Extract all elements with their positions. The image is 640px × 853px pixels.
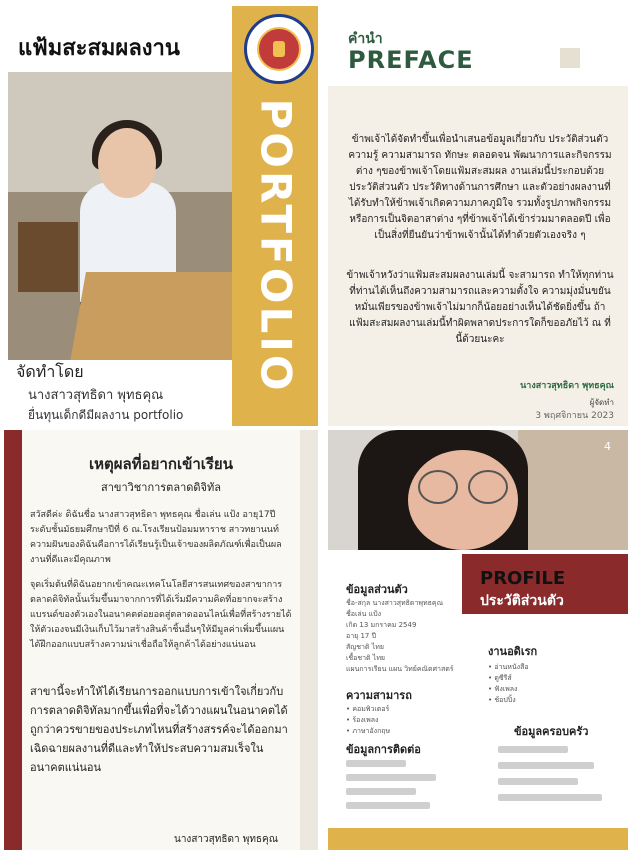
university-logo [244, 14, 314, 84]
hobby-item: • ดูซีรีส์ [488, 673, 529, 684]
contact-heading: ข้อมูลการติดต่อ [346, 743, 421, 756]
preface-date: 3 พฤศจิกายน 2023 [535, 411, 614, 421]
reasons-paragraph-2: จุดเริ่มต้นที่ดิฉันอยากเข้าคณะเทคโนโลยีสารสนเทศของสาขาการตลาดดิจิทัลนั้นเริ่มขึ้นมาจากการที่ได้เริ่มมีความคิดที่อยากจะสร้างแบรนด์ของตัวเองในอนาคตต่อยอดสู่ตลาดออนไลน์เพื่อที่สร้างรายได้ให้ตัวเองจนมีเงินเก็บไว้มาสร้างสินค้าชิ้นอื่นๆให้มีมูลค่าเพิ่มขึ้นแผนได้ฝึกออกแบบสร้างความน่าเชื่อถือให้ลูกค้าได้อย่างแน่นอน [30, 580, 292, 650]
skill-item: • ร้องเพลง [346, 715, 390, 726]
profile-title-th: ประวัติส่วนตัว [480, 593, 564, 609]
family-redacted-line [498, 762, 594, 769]
personal-line: เกิด 13 มกราคม 2549 [346, 621, 417, 629]
family-redacted-line [498, 778, 578, 785]
photo-chair [18, 222, 78, 292]
cover-title-box [4, 6, 230, 68]
reasons-signature: นางสาวสุทธิดา พุทธคุณ [173, 834, 278, 845]
family-redacted-line [498, 746, 568, 753]
portfolio-word: PORTFOLIO [251, 98, 301, 394]
family-redacted-line [498, 794, 602, 801]
cover-page [4, 6, 318, 426]
author-name: นางสาวสุทธิดา พุทธคุณ [28, 388, 164, 403]
reasons-paragraph-1: สวัสดีค่ะ ดิฉันชื่อ นางสาวสุทธิดา พุทธคุณ ชื่อเล่น แป้ง อายุ17ปี ระดับชั้นมัธยมศึกษาปีที่ 6 ณ.โรงเรียนป้อมมหาราช สาวทยานนท์ ความฝันของดิฉันคือการได้เรียนรู้เป็นเจ้าของผลิตภัณฑ์เพื่อเป็นผลงานที่ดีและมีคุณภาพ [30, 510, 282, 565]
contact-redacted-line [346, 788, 416, 795]
contact-redacted-line [346, 760, 406, 767]
profile-photo [328, 430, 628, 550]
cover-title: แฟ้มสะสมผลงาน [18, 36, 180, 61]
personal-info-heading: ข้อมูลส่วนตัว [346, 583, 408, 596]
preface-page [328, 6, 628, 426]
personal-line: แผนการเรียน แผน วิทย์คณิตศาสตร์ [346, 665, 454, 673]
family-heading: ข้อมูลครอบครัว [514, 725, 589, 738]
reasons-program: สาขาวิชาการตลาดดิจิทัล [101, 481, 221, 494]
glasses-left-icon [418, 470, 458, 504]
glasses-right-icon [468, 470, 508, 504]
photo-window [518, 430, 628, 550]
profile-page [328, 430, 628, 850]
hobby-heading: งานอดิเรก [488, 645, 538, 658]
preface-signature: นางสาวสุทธิดา พุทธคุณ [520, 381, 614, 391]
cover-photo [8, 72, 232, 360]
hobby-item: • ช้อปปิ้ง [488, 695, 529, 706]
cover-vertical-label [251, 96, 301, 396]
profile-title-en: PROFILE [480, 568, 566, 589]
skills-heading: ความสามารถ [346, 689, 412, 702]
logo-emblem [257, 27, 301, 71]
hobby-item: • อ่านหนังสือ [488, 662, 529, 673]
preface-heading-en: PREFACE [348, 46, 474, 74]
skills-list [346, 704, 390, 737]
preface-heading-th: คำนำ [348, 31, 383, 47]
personal-line: สัญชาติ ไทย [346, 643, 384, 651]
personal-line: อายุ 17 ปี [346, 632, 377, 640]
personal-line: เชื้อชาติ ไทย [346, 654, 386, 662]
contact-redacted-line [346, 802, 430, 809]
preface-paragraph-2: ข้าพเจ้าหวังว่าแฟ้มสะสมผลงานเล่มนี้ จะสามารถ ทำให้ทุกท่านที่ท่านได้เห็นถึงความสามารถและความตั้งใจ ความมุ่งมั่นขยันหมั่นเพียรของข้าพเจ้าไม่มากก็น้อยอย่างเห็นได้ชัดยิ่งขึ้น ถ้าแฟ้มสะสมผลงานเล่มนี้ทำผิดพลาดประการใดก็ขออภัยไว้ ณ ที่นี้ด้วยนะคะ [346, 270, 614, 345]
contact-redacted-line [346, 774, 436, 781]
personal-line: ชื่อเล่น แป้ง [346, 610, 382, 618]
skill-item: • คอมพิวเตอร์ [346, 704, 390, 715]
reasons-page-edge [300, 430, 318, 850]
profile-footer-bar [328, 828, 628, 850]
photo-desk [70, 272, 232, 360]
preface-role: ผู้จัดทำ [589, 398, 614, 407]
reasons-accent-stripe [4, 430, 22, 850]
reasons-heading: เหตุผลที่อยากเข้าเรียน [89, 455, 233, 473]
photo-person-face [98, 128, 156, 198]
made-by-label: จัดทำโดย [16, 362, 84, 381]
photo-number: 4 [604, 440, 611, 453]
hobby-item: • ฟังเพลง [488, 684, 529, 695]
personal-info-list [346, 598, 466, 675]
decorative-square [560, 48, 580, 68]
logo-crest-icon [273, 41, 285, 57]
skill-item: • ภาษาอังกฤษ [346, 726, 390, 737]
reasons-page [4, 430, 318, 850]
reasons-paragraph-3: สาขานี้จะทำให้ได้เรียนการออกแบบการเข้าใจเกี่ยวกับการตลาดดิจิทัลมากขึ้นเพื่อที่จะได้วางแผนในอนาคตได้ถูกว่าควรขายของประเภทไหนที่สร้างสรรค์จะได้ออกมาเฉิดฉายผลงานที่ดีและทำให้ประสบความสมเร็จในอนาคตแน่นอน [30, 685, 288, 774]
hobby-list [488, 662, 529, 706]
cover-subtitle: ยื่นทุนเด็กดีมีผลงาน portfolio [28, 408, 184, 422]
personal-line: ชื่อ-สกุล นางสาวสุทธิดาพุทธคุณ [346, 599, 444, 607]
preface-paragraph-1: ข้าพเจ้าได้จัดทำขึ้นเพื่อนำเสนอข้อมูลเกี่ยวกับ ประวัติส่วนตัว ความรู้ ความสามารถ ทักษะ ตลอดจน พัฒนาการและกิจกรรมต่าง ๆของข้าพเจ้าโดยแฟ้มสะสมผล งานเล่มนี้ประกอบด้วยประวัติส่วนตัว ประวัติทางด้านการศึกษา และตัวอย่างผลงานที่ได้รับทำให้ข้าพเจ้าเกิดความภาคภูมิใจ รวมทั้งรูปภาพกิจกรรมหรือการเป็นจิตอาสาต่าง ๆที่ข้าพเจ้าได้เข้าร่วมมาตลอดปี เพื่อเป็นสิ่งที่ยืนยันว่าข้าพเจ้านั้นได้ทำด้วยตัวเองจริง ๆ [348, 134, 612, 241]
